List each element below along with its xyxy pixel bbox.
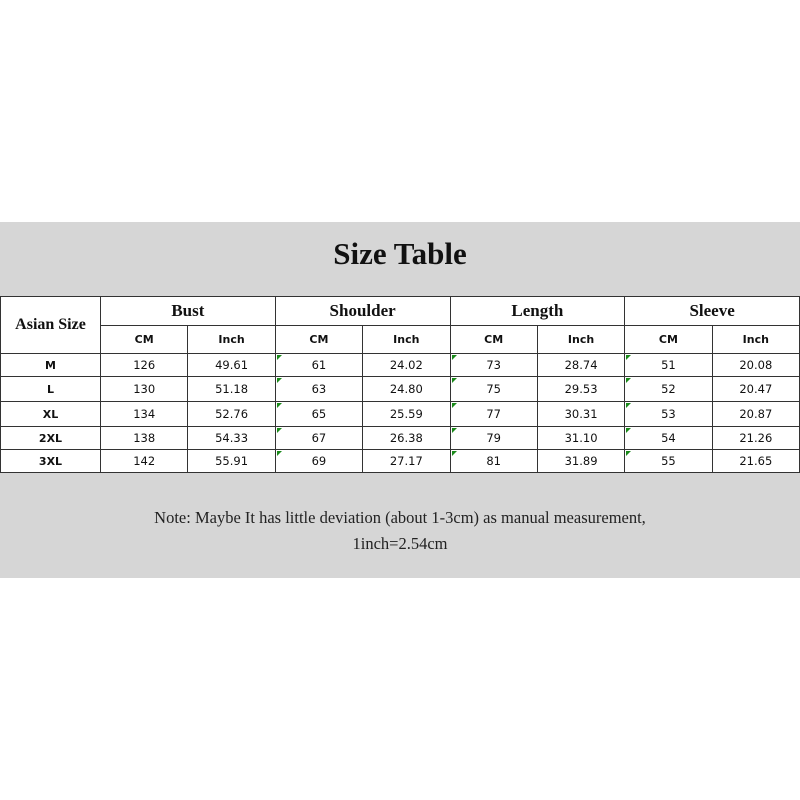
sleeve-cm: 54 (625, 427, 712, 450)
bust-inch: 49.61 (188, 354, 275, 377)
shoulder-inch: 26.38 (363, 427, 450, 450)
sleeve-inch: 20.47 (712, 377, 799, 402)
note-line-1: Note: Maybe It has little deviation (about 1-3cm) as manual measurement, (154, 508, 646, 527)
sleeve-cm: 52 (625, 377, 712, 402)
note-line-2: 1inch=2.54cm (352, 534, 448, 553)
table-row (1, 450, 800, 473)
bust-cm: 142 (101, 450, 188, 473)
bust-cm: 130 (101, 377, 188, 402)
length-cm: 79 (450, 427, 537, 450)
unit-inch: Inch (712, 326, 799, 354)
table-row (1, 354, 800, 377)
shoulder-cm: 67 (275, 427, 362, 450)
length-inch: 31.89 (537, 450, 624, 473)
length-cm: 77 (450, 402, 537, 427)
unit-cm: CM (101, 326, 188, 354)
bust-inch: 51.18 (188, 377, 275, 402)
length-cm: 73 (450, 354, 537, 377)
sleeve-inch: 20.08 (712, 354, 799, 377)
shoulder-cm: 69 (275, 450, 362, 473)
table-row (1, 402, 800, 427)
shoulder-inch: 24.80 (363, 377, 450, 402)
bust-inch: 52.76 (188, 402, 275, 427)
sleeve-inch: 21.65 (712, 450, 799, 473)
unit-cm: CM (625, 326, 712, 354)
bust-inch: 55.91 (188, 450, 275, 473)
length-inch: 28.74 (537, 354, 624, 377)
length-inch: 30.31 (537, 402, 624, 427)
sleeve-inch: 21.26 (712, 427, 799, 450)
unit-cm: CM (450, 326, 537, 354)
measurement-note (0, 505, 800, 557)
group-header-shoulder: Shoulder (275, 297, 450, 326)
sleeve-inch: 20.87 (712, 402, 799, 427)
size-label: L (1, 377, 101, 402)
bust-inch: 54.33 (188, 427, 275, 450)
size-table (0, 296, 800, 473)
unit-inch: Inch (537, 326, 624, 354)
unit-cm: CM (275, 326, 362, 354)
asian-size-header: Asian Size (1, 297, 101, 354)
size-label: 3XL (1, 450, 101, 473)
size-label: 2XL (1, 427, 101, 450)
shoulder-inch: 27.17 (363, 450, 450, 473)
bust-cm: 134 (101, 402, 188, 427)
table-row (1, 377, 800, 402)
table-row (1, 427, 800, 450)
sleeve-cm: 55 (625, 450, 712, 473)
unit-inch: Inch (363, 326, 450, 354)
sleeve-cm: 51 (625, 354, 712, 377)
unit-inch: Inch (188, 326, 275, 354)
length-inch: 29.53 (537, 377, 624, 402)
shoulder-cm: 61 (275, 354, 362, 377)
group-header-bust: Bust (101, 297, 276, 326)
shoulder-cm: 63 (275, 377, 362, 402)
length-inch: 31.10 (537, 427, 624, 450)
size-label: XL (1, 402, 101, 427)
length-cm: 81 (450, 450, 537, 473)
shoulder-cm: 65 (275, 402, 362, 427)
group-header-row (1, 297, 800, 326)
bust-cm: 138 (101, 427, 188, 450)
length-cm: 75 (450, 377, 537, 402)
page-title: Size Table (333, 236, 467, 271)
group-header-sleeve: Sleeve (625, 297, 800, 326)
bust-cm: 126 (101, 354, 188, 377)
sleeve-cm: 53 (625, 402, 712, 427)
shoulder-inch: 24.02 (363, 354, 450, 377)
size-label: M (1, 354, 101, 377)
group-header-length: Length (450, 297, 625, 326)
shoulder-inch: 25.59 (363, 402, 450, 427)
unit-header-row (1, 326, 800, 354)
